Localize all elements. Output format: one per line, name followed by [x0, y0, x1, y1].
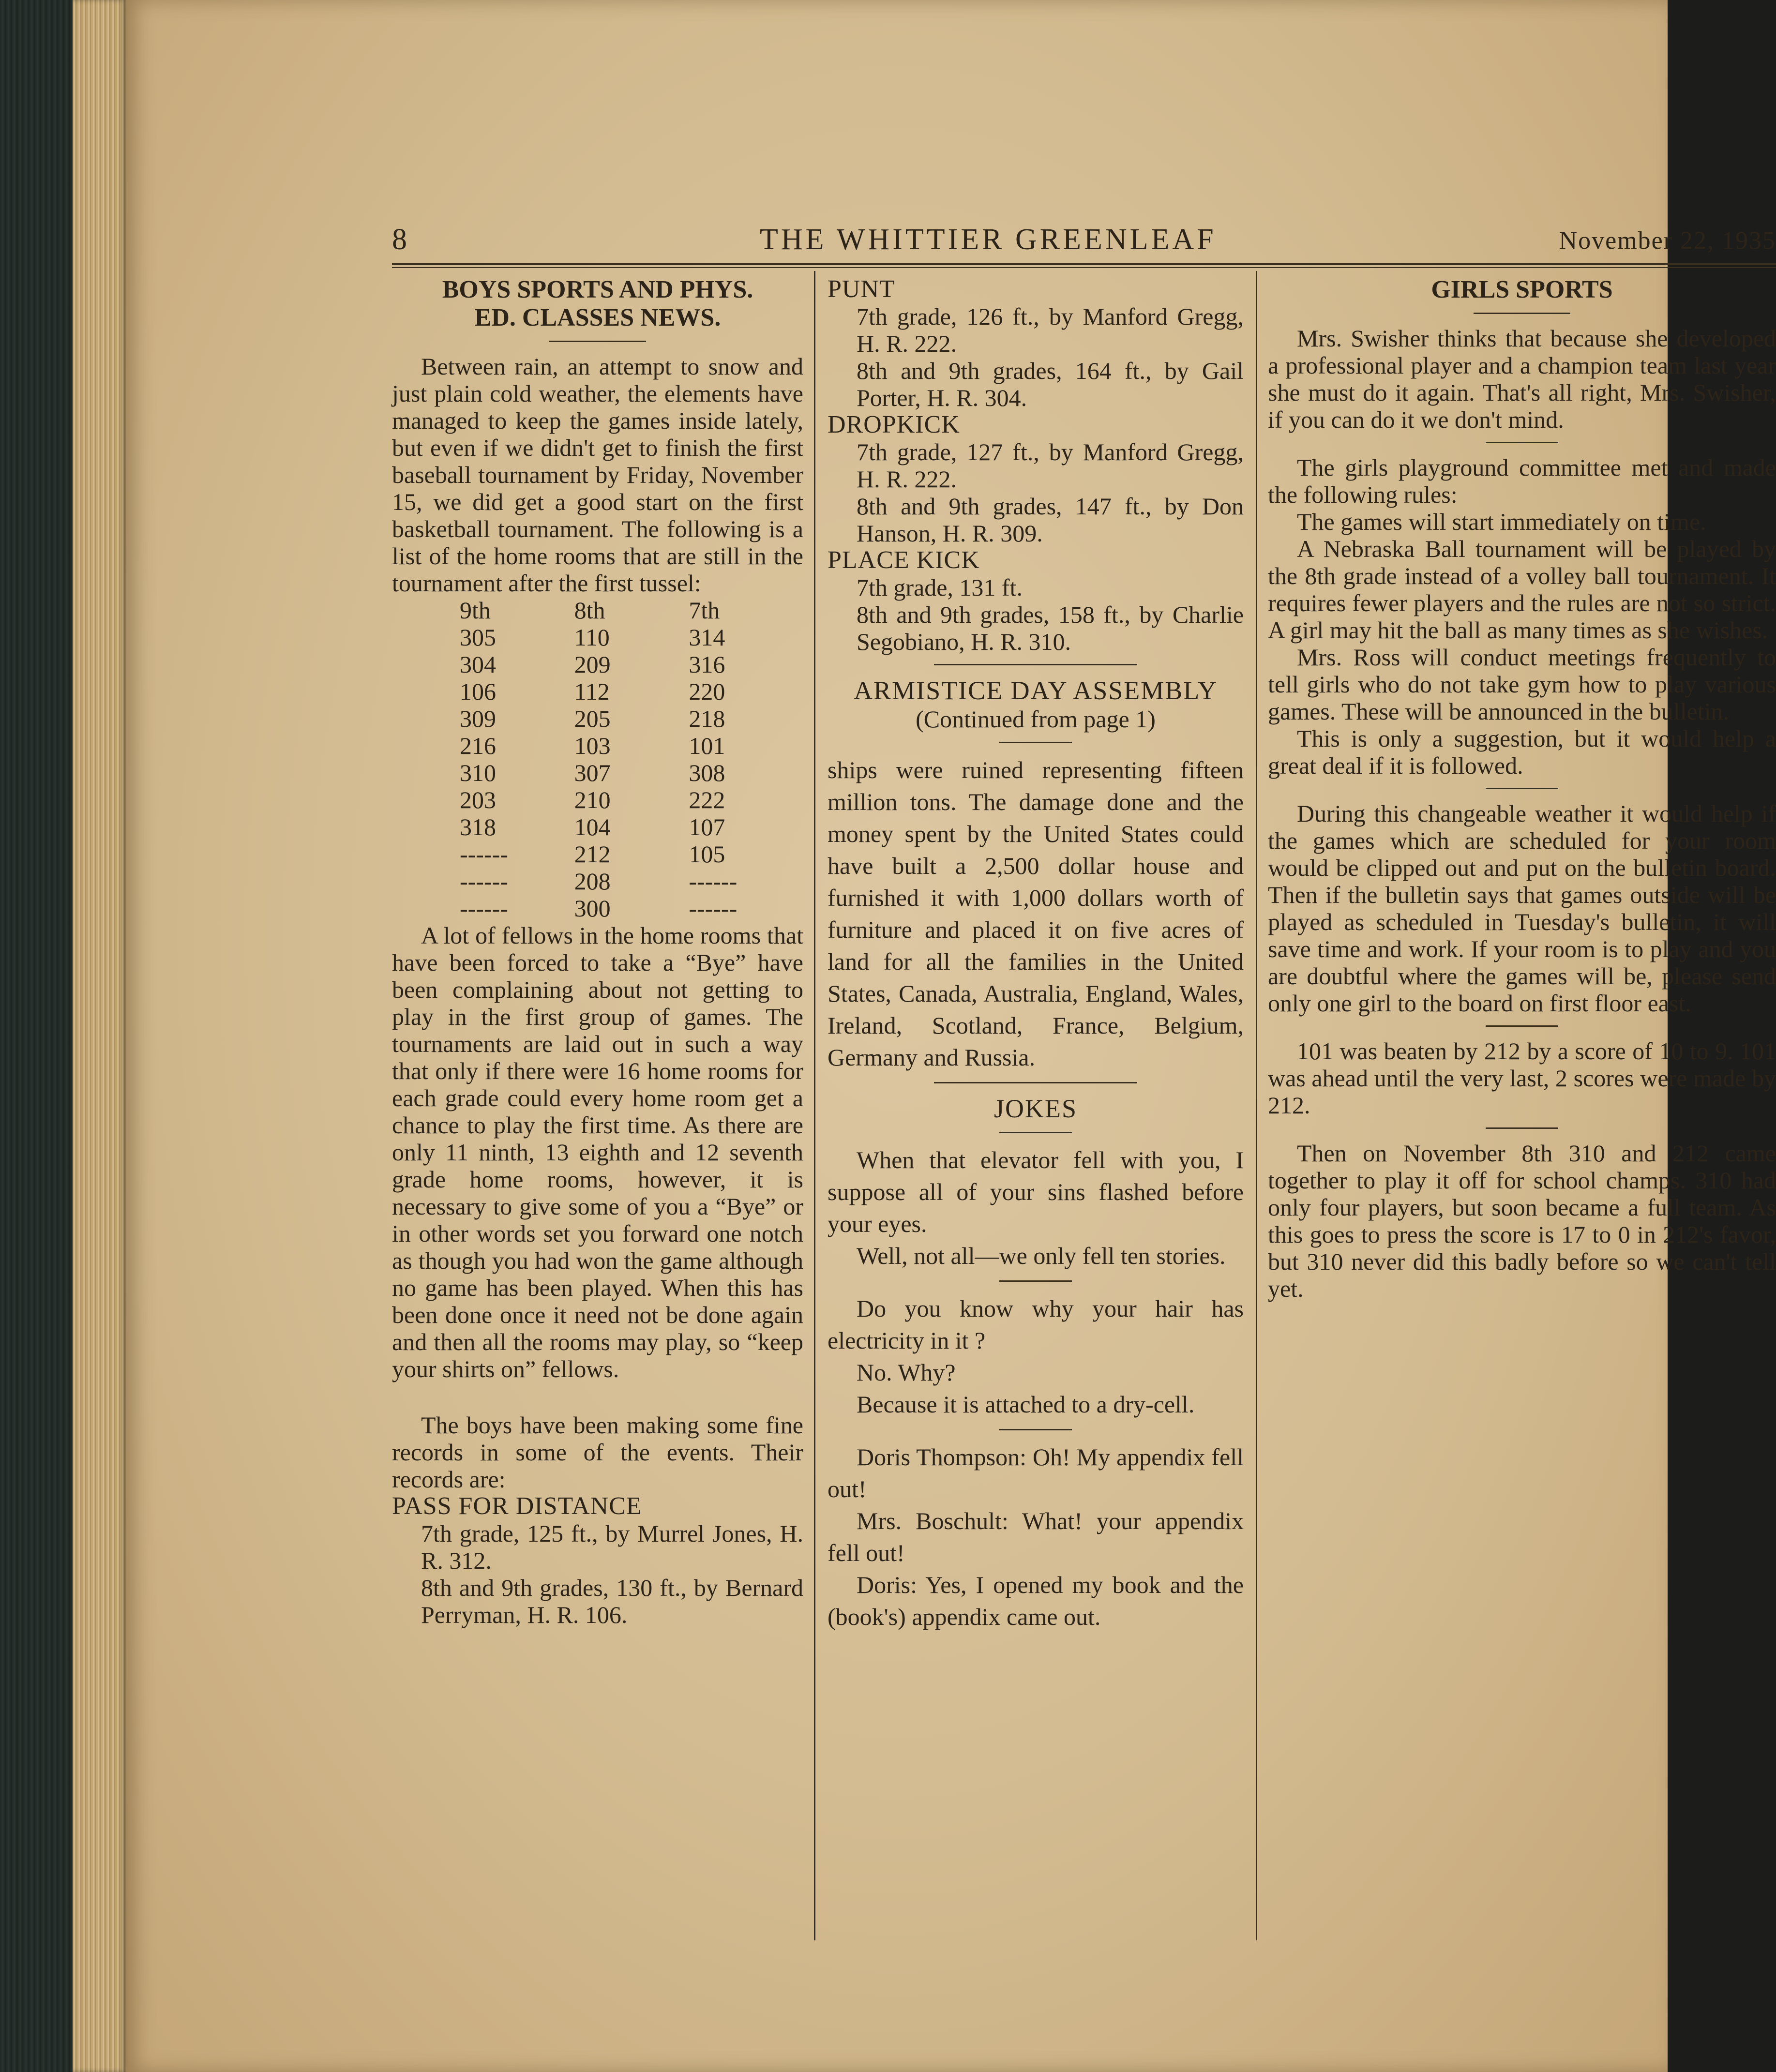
- joke-3-line-3: Doris: Yes, I opened my book and the (book's) appendix came out.: [828, 1571, 1244, 1630]
- table-cell: 300: [574, 895, 611, 922]
- place-kick-label: PLACE KICK: [828, 546, 980, 574]
- table-row: [460, 732, 803, 759]
- issue-date: November 22, 1935: [1559, 227, 1776, 255]
- girls-title: GIRLS SPORTS: [1431, 276, 1613, 303]
- place-kick-record-8th-9th: 8th and 9th grades, 158 ft., by Charlie Segobiano, H. R. 310.: [857, 601, 1244, 655]
- pass-for-distance-label: PASS FOR DISTANCE: [392, 1492, 642, 1520]
- table-cell: 210: [574, 786, 611, 813]
- punt-record-8th-9th: 8th and 9th grades, 164 ft., by Gail Porter, H. R. 304.: [857, 357, 1244, 411]
- joke-3-line-1: Doris Thompson: Oh! My appendix fell out!: [828, 1443, 1244, 1502]
- table-cell: 107: [689, 813, 725, 841]
- table-cell: ------: [460, 895, 508, 922]
- girls-paragraph-4: 101 was beaten by 212 by a score of 10 to 9. 101 was ahead until the very last, 2 scores were made by 212.: [1268, 1037, 1776, 1119]
- table-row: [460, 705, 803, 732]
- pass-record-7th: 7th grade, 125 ft., by Murrel Jones, H. R. 312.: [421, 1520, 803, 1574]
- joke-3-line-2: Mrs. Boschult: What! your appendix fell out!: [828, 1507, 1244, 1566]
- boys-paragraph-3: The boys have been making some fine records in some of the events. Their records are:: [392, 1411, 803, 1493]
- table-cell: 101: [689, 732, 725, 759]
- divider: [1474, 313, 1570, 314]
- table-row: [460, 759, 803, 786]
- table-cell: 203: [460, 786, 496, 813]
- boys-title-line2: ED. CLASSES NEWS.: [474, 304, 721, 331]
- place-kick-record-7th: 7th grade, 131 ft.: [857, 574, 1023, 601]
- divider: [549, 341, 646, 342]
- page-number: 8: [392, 223, 408, 256]
- girls-paragraph-1: Mrs. Swisher thinks that because she developed a professional player and a champion team last year she must do it again. That's all right, Mrs. Swisher, if you can do it we don't mind.: [1268, 325, 1776, 433]
- column-header: 8th: [574, 597, 605, 624]
- table-cell: 110: [574, 624, 610, 651]
- boys-paragraph-1: Between rain, an attempt to snow and just plain cold weather, the elements have managed to keep the games inside lately, but even if we didn't get to finish the first baseball tournament by Friday, November 15, we did get a good start on the first basketball tournament. The following is a list of the home rooms that are still in the tournament after the first tussel:: [392, 353, 803, 597]
- table-cell: 316: [689, 651, 725, 678]
- table-cell: 105: [689, 841, 725, 868]
- table-cell: ------: [460, 841, 508, 868]
- table-cell: 216: [460, 732, 496, 759]
- table-cell: ------: [689, 868, 737, 895]
- spacer: [392, 1382, 803, 1411]
- joke-1-line-1: When that elevator fell with you, I suppose all of your sins flashed before your eyes.: [828, 1146, 1244, 1237]
- newspaper-page: [126, 0, 1776, 2072]
- table-cell: 209: [574, 651, 611, 678]
- book-binding: [0, 0, 73, 2072]
- table-cell: 205: [574, 705, 611, 732]
- table-cell: 305: [460, 624, 496, 651]
- header-rule: [392, 263, 1776, 268]
- table-row: [460, 786, 803, 813]
- table-cell: 218: [689, 705, 725, 732]
- table-cell: 220: [689, 678, 725, 705]
- table-row: [460, 651, 803, 678]
- table-cell: 212: [574, 841, 611, 868]
- girls-paragraph-3: During this changeable weather it would help if the games which are scheduled for your room would be clipped out and put on the bulletin board. Then if the bulletin says that games outside will be played as scheduled in Tuesday's bulletin, it will save time and work. If your room is to play and you are doubtful where the games will be, please send only one girl to the board on first floor east.: [1268, 800, 1776, 1017]
- column-header: 9th: [460, 597, 491, 624]
- table-cell: 310: [460, 759, 496, 786]
- table-cell: 104: [574, 813, 611, 841]
- divider: [1486, 442, 1558, 443]
- divider: [999, 742, 1072, 743]
- table-row: [460, 841, 803, 868]
- girls-rule-3: Mrs. Ross will conduct meetings frequently to tell girls who do not take gym how to play various games. These will be announced in the bulletin.: [1268, 644, 1776, 725]
- table-row: [460, 868, 803, 895]
- page-header: [392, 223, 1776, 266]
- jokes-body: [828, 1144, 1244, 1633]
- dropkick-record-8th-9th: 8th and 9th grades, 147 ft., by Don Hanson, H. R. 309.: [857, 493, 1244, 547]
- boys-paragraph-2: A lot of fellows in the home rooms that have been forced to take a “Bye” have been complaining about not getting to play in the first group of games. The tournaments are laid out in such a way that only if there were 16 home rooms for each grade could every home room get a chance to play the first time. As there are only 11 ninth, 13 eighth and 12 seventh grade home rooms, however, it is necessary to give some of you a “Bye” or in other words set you forward one notch as though you had won the game although no game has been played. When this has been done once it need not be done again and then all the rooms may play, so “keep your shirts on” fellows.: [392, 922, 803, 1382]
- dropkick-label: DROPKICK: [828, 411, 960, 438]
- girls-rule-1: The games will start immediately on time.: [1297, 508, 1706, 535]
- page-content: [392, 213, 1776, 1936]
- column-header: 7th: [689, 597, 720, 624]
- page-edges: [73, 0, 126, 2072]
- girls-paragraph-2: The girls playground committee met and made the following rules:: [1268, 454, 1776, 508]
- table-cell: 308: [689, 759, 725, 786]
- table-cell: 309: [460, 705, 496, 732]
- divider: [934, 664, 1137, 665]
- table-cell: 314: [689, 624, 725, 651]
- table-cell: 103: [574, 732, 611, 759]
- table-row: [460, 624, 803, 651]
- armistice-body-wrap: [828, 754, 1244, 1073]
- table-cell: ------: [460, 868, 508, 895]
- armistice-continued: (Continued from page 1): [916, 706, 1156, 733]
- divider: [999, 1429, 1072, 1430]
- divider: [999, 1132, 1072, 1133]
- divider: [999, 1280, 1072, 1282]
- table-cell: 304: [460, 651, 496, 678]
- home-rooms-table: [460, 597, 803, 922]
- table-row: [460, 678, 803, 705]
- column-rule: [814, 271, 815, 1940]
- girls-paragraph-5: Then on November 8th 310 and 212 came together to play it off for school champs. 310 had only four players, but soon became a full team. As this goes to press the score is 17 to 0 in 212's favor, but 310 never did this badly before so we can't tell yet.: [1268, 1140, 1776, 1302]
- table-row: [460, 895, 803, 922]
- divider: [1486, 1127, 1558, 1129]
- armistice-title: ARMISTICE DAY ASSEMBLY: [854, 676, 1218, 705]
- joke-2-line-2: No. Why?: [857, 1359, 956, 1386]
- punt-record-7th: 7th grade, 126 ft., by Manford Gregg, H. R. 222.: [857, 303, 1244, 357]
- jokes-title: JOKES: [993, 1094, 1078, 1123]
- table-cell: 106: [460, 678, 496, 705]
- joke-2-line-3: Because it is attached to a dry-cell.: [857, 1391, 1195, 1418]
- dropkick-record-7th: 7th grade, 127 ft., by Manford Gregg, H. R. 222.: [857, 438, 1244, 493]
- table-cell: 318: [460, 813, 496, 841]
- boys-title-line1: BOYS SPORTS AND PHYS.: [442, 276, 753, 303]
- punt-label: PUNT: [828, 275, 895, 303]
- column-boys-sports: [392, 276, 803, 1945]
- masthead: THE WHITTIER GREENLEAF: [760, 223, 1217, 256]
- divider: [934, 1082, 1137, 1083]
- column-rule: [1256, 271, 1257, 1940]
- joke-1-line-2: Well, not all—we only fell ten stories.: [857, 1242, 1226, 1269]
- table-cell: 222: [689, 786, 725, 813]
- column-records-armistice-jokes: [828, 276, 1244, 1945]
- girls-rule-2: A Nebraska Ball tournament will be played by the 8th grade instead of a volley ball tournament. It requires fewer players and the rules are not so strict. A girl may hit the ball as many times as she wishes.: [1268, 535, 1776, 644]
- girls-rule-4: This is only a suggestion, but it would help a great deal if it is followed.: [1268, 725, 1776, 779]
- table-row: [460, 813, 803, 841]
- joke-2-line-1: Do you know why your hair has electricity in it ?: [828, 1295, 1244, 1354]
- table-cell: 208: [574, 868, 611, 895]
- pass-record-8th-9th: 8th and 9th grades, 130 ft., by Bernard Perryman, H. R. 106.: [421, 1574, 803, 1628]
- divider: [1486, 788, 1558, 789]
- table-cell: 112: [574, 678, 610, 705]
- divider: [1486, 1025, 1558, 1027]
- table-header-row: [460, 597, 803, 624]
- table-cell: 307: [574, 759, 611, 786]
- armistice-body: ships were ruined representing fifteen million tons. The damage done and the money spent by the United States could have built a 2,500 dollar house and furnished it with 1,000 dollars worth of furniture and placed it on five acres of land for all the families in the United States, Canada, Australia, England, Wales, Ireland, Scotland, France, Belgium, Germany and Russia.: [828, 756, 1244, 1071]
- table-cell: ------: [689, 895, 737, 922]
- column-girls-sports: [1268, 276, 1776, 1945]
